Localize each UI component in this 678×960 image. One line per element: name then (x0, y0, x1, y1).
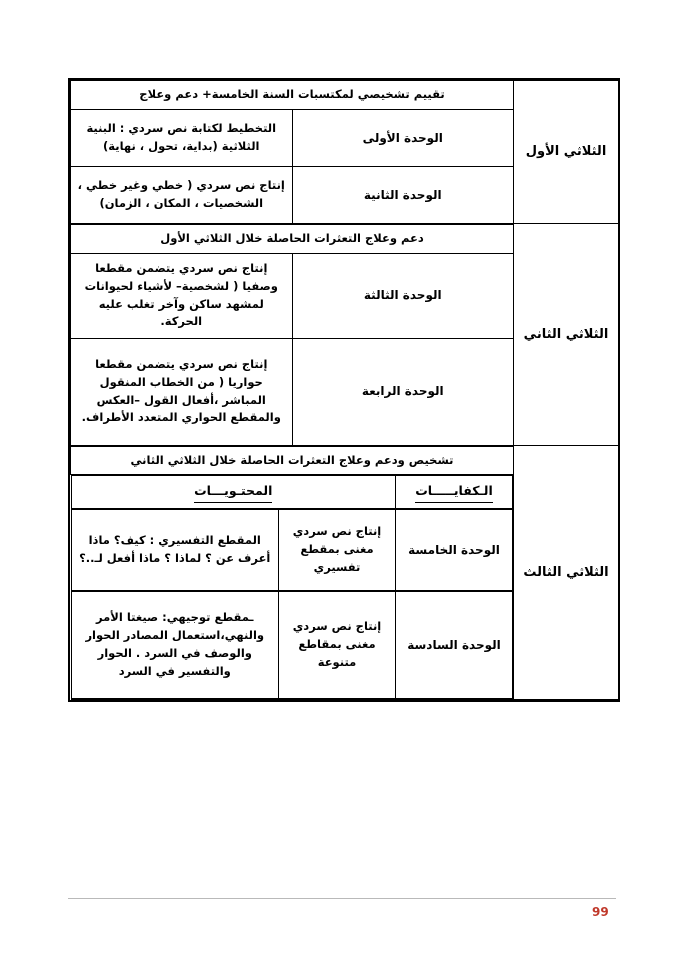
footer-divider (68, 898, 616, 899)
term-cell-2: الثلاثي الثاني (514, 224, 619, 446)
column-header-contents: المحتـويـــات (71, 476, 396, 508)
column-header-competencies: الـكفايـــــات (396, 476, 513, 508)
table-row (71, 224, 619, 253)
unit-cell-2-1: الوحدة الثالثة (292, 253, 514, 338)
section-banner-3: تشخيص ودعم وعلاج التعثرات الحاصلة خلال الثلاثي الثاني (71, 446, 514, 475)
plan-table-container (68, 78, 620, 702)
contents-cell-3-1: المقطع التفسيري : كيف؟ ماذا أعرف عن ؟ لماذا ؟ ماذا أفعل لـ..؟ (71, 509, 279, 590)
page-number: 99 (592, 905, 609, 919)
section-banner-2: دعم وعلاج التعثرات الحاصلة خلال الثلاثي الأول (71, 224, 514, 253)
contents-cell-3-2: ـمقطع توجيهي: صيغتا الأمر والنهي،استعمال المصادر الحوار والوصف في السرد . الحوار والتفسير في السرد (71, 591, 279, 699)
unit-cell-3-2: الوحدة السادسة (396, 591, 513, 699)
content-cell-1-1: التخطيط لكتابة نص سردي : البنية الثلاثية (بداية، تحول ، نهاية) (71, 109, 293, 166)
content-cell-1-2: إنتاج نص سردي ( خطي وغير خطي ، الشخصيات ، المكان ، الزمان) (71, 166, 293, 224)
competency-cell-3-1: إنتاج نص سردي مغنى بمقطع تفسيري (279, 509, 396, 590)
unit-cell-1-1: الوحدة الأولى (292, 109, 514, 166)
term-cell-1: الثلاثي الأول (514, 81, 619, 224)
table-row (71, 81, 619, 110)
content-cell-2-2: إنتاج نص سردي يتضمن مقطعا حواريا ( من الخطاب المنقول المباشر ،أفعال القول –العكس والمقطع الحواري المتعدد الأطراف. (71, 338, 293, 446)
yearly-plan-table (70, 80, 618, 700)
competency-cell-3-2: إنتاج نص سردي مغنى بمقاطع متنوعة (279, 591, 396, 699)
term-cell-3: الثلاثي الثالث (514, 446, 619, 700)
unit-cell-1-2: الوحدة الثانية (292, 166, 514, 224)
unit-cell-2-2: الوحدة الرابعة (292, 338, 514, 446)
table-row (71, 446, 619, 475)
unit-cell-3-1: الوحدة الخامسة (396, 509, 513, 590)
section-banner-1: تقييم تشخيصي لمكتسبات السنة الخامسة+ دعم وعلاج (71, 81, 514, 110)
content-cell-2-1: إنتاج نص سردي يتضمن مقطعا وصفيا ( لشخصية– لأشياء لحيوانات لمشهد ساكن وآخر تغلب عليه الحركة. (71, 253, 293, 338)
